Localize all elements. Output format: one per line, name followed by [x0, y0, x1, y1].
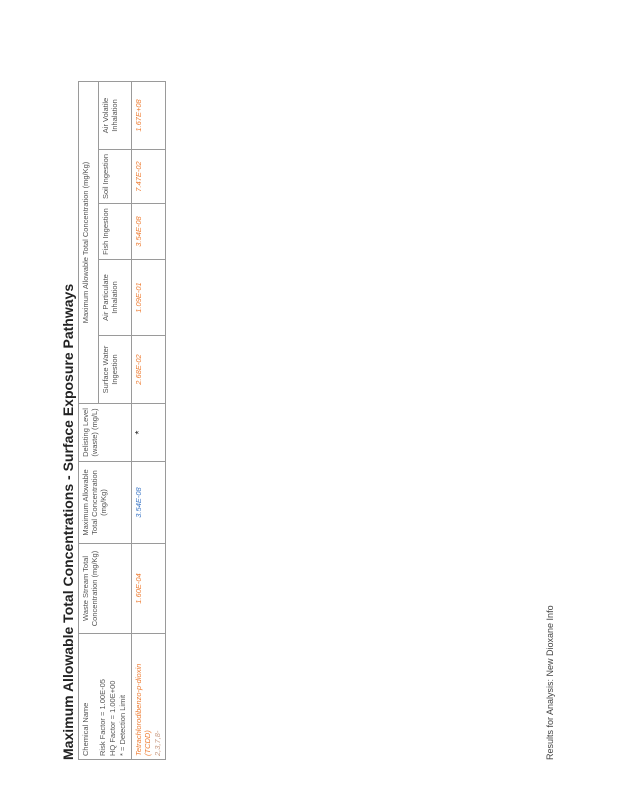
pathway-header-soil: Soil Ingestion	[98, 150, 131, 204]
surface-water-value: 2.68E-02	[131, 336, 165, 404]
chemical-name: Tetrachlorodibenzo-p-dioxin (TCDD)	[133, 663, 153, 756]
table-row	[131, 81, 165, 759]
max-allowable-value: 3.54E-08	[131, 462, 165, 544]
detection-limit-note: * = Detection Limit	[118, 694, 128, 756]
fish-ingestion-value: 3.54E-08	[131, 204, 165, 260]
pathway-header-fish: Fish Ingestion	[98, 204, 131, 260]
pathway-header-surface-water: Surface Water Ingestion	[98, 336, 131, 404]
analysis-footer: Results for Analysis: New Dioxane Info	[545, 605, 555, 760]
waste-stream-header: Waste Stream Total Concentration (mg/Kg)	[79, 544, 132, 634]
air-volatile-value: 1.67E+08	[131, 81, 165, 149]
hq-factor-text: HQ Factor = 1.00E+00	[108, 680, 118, 756]
chemical-name-header: Chemical Name	[81, 702, 90, 756]
waste-stream-value: 1.60E-04	[131, 544, 165, 634]
header-row-1	[79, 81, 99, 759]
air-particulate-value: 1.09E-01	[131, 260, 165, 336]
page-title: Maximum Allowable Total Concentrations - Surface Exposure Pathways	[60, 283, 76, 760]
legend-cell	[79, 634, 132, 760]
risk-factor-text: Risk Factor = 1.00E-05	[98, 679, 108, 756]
soil-ingestion-value: 7.47E-02	[131, 150, 165, 204]
pathway-header-air-volatile: Air Volatile Inhalation	[98, 81, 131, 149]
max-allowable-header: Maximum Allowable Total Concentration (mg/Kg)	[79, 462, 132, 544]
pathway-header-air-particulate: Air Particulate Inhalation	[98, 260, 131, 336]
pathways-group-header: Maximum Allowable Total Concentration (mg/Kg)	[79, 81, 99, 403]
delisting-level-value: *	[131, 404, 165, 462]
concentration-table	[78, 81, 166, 760]
chemical-cell	[131, 634, 165, 760]
chemical-name-prefix: 2,3,7,8-	[153, 730, 162, 756]
delisting-level-header: Delisting Level (waste) (mg/L)	[79, 404, 132, 462]
